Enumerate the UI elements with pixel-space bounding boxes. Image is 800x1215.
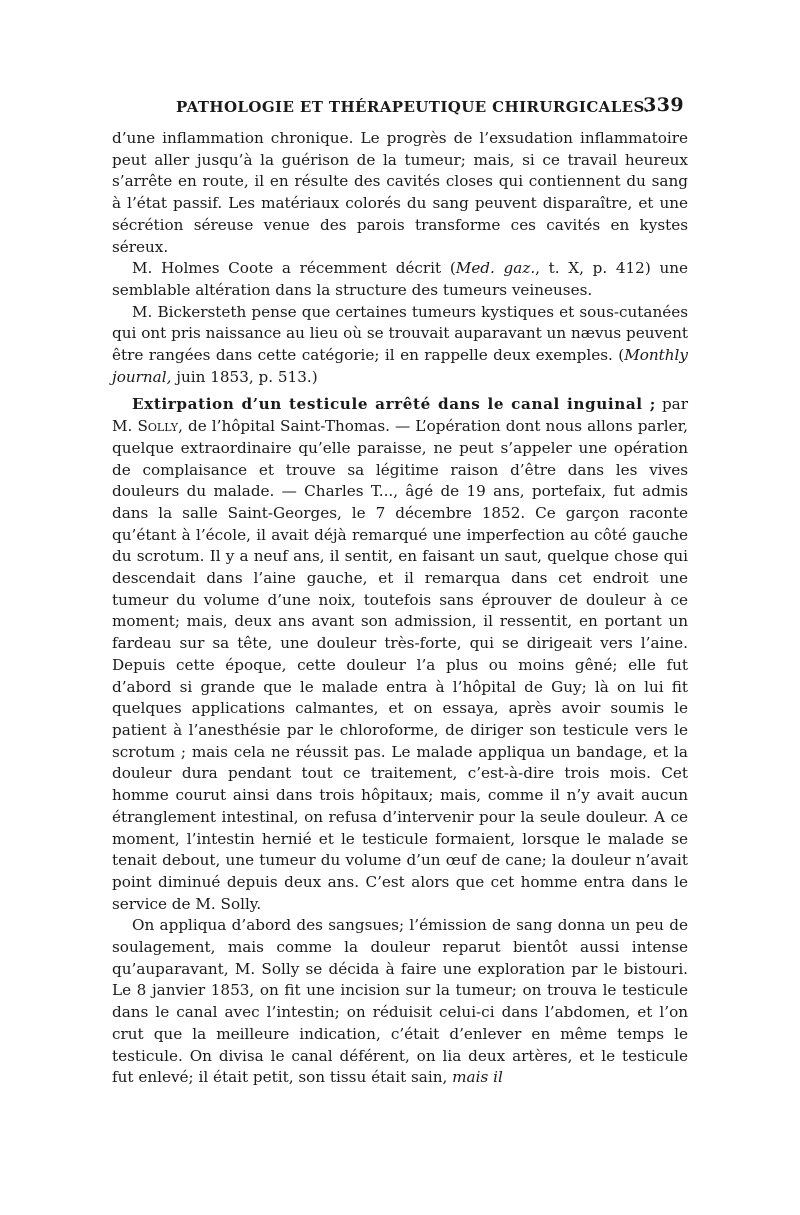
paragraph-1: d’une inflammation chronique. Le progrès de l’exsudation inflammatoire peut aller jusqu’à la guérison de la tumeur; mais, si ce travail heureux s’arrête en route, il en résulte des cavités closes qui contiennent du sang à l’état passif. Les matériaux colorés du sang peuvent disparaître, et une sécrétion séreuse venue des parois transforme ces cavités en kystes séreux.: [112, 129, 688, 256]
running-title: PATHOLOGIE ET THÉRAPEUTIQUE CHIRURGICALES.: [176, 98, 650, 116]
page-number: 339: [643, 94, 684, 116]
paragraph-2-text-b: , t. X, p. 412) une semblable altération dans la structure des tumeurs veineuses.: [112, 259, 688, 299]
paragraph-3-text-b: juin 1853, p. 513.): [171, 367, 318, 386]
citation-med-gaz: Med. gaz.: [455, 259, 536, 278]
paragraph-2-text-a: M. Holmes Coote a récemment décrit (: [132, 259, 456, 278]
paragraph-5-end: mais il: [452, 1068, 503, 1087]
text-body: [112, 128, 688, 1089]
citation-monthly-journal: Monthly journal,: [112, 346, 688, 386]
paragraph-3-text-a: M. Bickersteth pense que certaines tumeurs kystiques et sous-cutanées qui ont pris naissance au lieu où se trouvait auparavant un nævus peuvent être rangées dans cette catégorie; il en rappelle deux exemples. (: [112, 302, 688, 365]
author-name: Solly: [137, 417, 179, 436]
paragraph-2: [112, 258, 688, 301]
paragraph-5: [112, 915, 688, 1089]
paragraph-5-text: On appliqua d’abord des sangsues; l’émission de sang donna un peu de soulagement, mais comme la douleur reparut bientôt aussi intense qu’auparavant, M. Solly se décida à faire une exploration par le bistouri. Le 8 janvier 1853, on fit une incision sur la tumeur; on trouva le testicule dans le canal avec l’intestin; on réduisit celui-ci dans l’abdomen, et l’on crut que la meilleure indication, c’était d’enlever en même temps le testicule. On divisa le canal déférent, on lia deux artères, et le testicule fut enlevé; il était petit, son tissu était sain,: [112, 916, 688, 1087]
paragraph-4: [112, 394, 688, 915]
running-header: [176, 94, 686, 120]
by-text: par M.: [112, 395, 688, 436]
paragraph-3: [112, 302, 688, 389]
section-title: Extirpation d’un testicule arrêté dans le canal inguinal ;: [132, 395, 656, 414]
paragraph-4-text: , de l’hôpital Saint-Thomas. — L’opération dont nous allons parler, quelque extraordinaire qu’elle paraisse, ne peut s’appeler une opération de complaisance et trouve sa légitime raison d’être dans les vives douleurs du malade. — Charles T..., âgé de 19 ans, portefaix, fut admis dans la salle Saint-Georges, le 7 décembre 1852. Ce garçon raconte qu’étant à l’école, il avait déjà remarqué une imperfection au côté gauche du scrotum. Il y a neuf ans, il sentit, en faisant un saut, quelque chose qui descendait dans l’aine gauche, et il remarqua dans cet endroit une tumeur du volume d’une noix, toutefois sans éprouver de douleur à ce moment; mais, deux ans avant son admission, il ressentit, en portant un fardeau sur sa tête, une douleur très-forte, qui se dirigeait vers l’aine. Depuis cette époque, cette douleur l’a plus ou moins gêné; elle fut d’abord si grande que le malade entra à l’hôpital de Guy; là on lui fit quelques applications calmantes, et on essaya, après avoir soumis le patient à l’anesthésie par le chloroforme, de diriger son testicule vers le scrotum ; mais cela ne réussit pas. Le malade appliqua un bandage, et la douleur dura pendant tout ce traitement, c’est-à-dire trois mois. Cet homme courut ainsi dans trois hôpitaux; mais, comme il n’y avait aucun étranglement intestinal, on refusa d’intervenir pour la seule douleur. A ce moment, l’intestin hernié et le testicule formaient, lorsque le malade se tenait debout, une tumeur du volume d’un œuf de cane; la douleur n’avait point diminué depuis deux ans. C’est alors que cet homme entra dans le service de M. Solly.: [112, 417, 688, 913]
